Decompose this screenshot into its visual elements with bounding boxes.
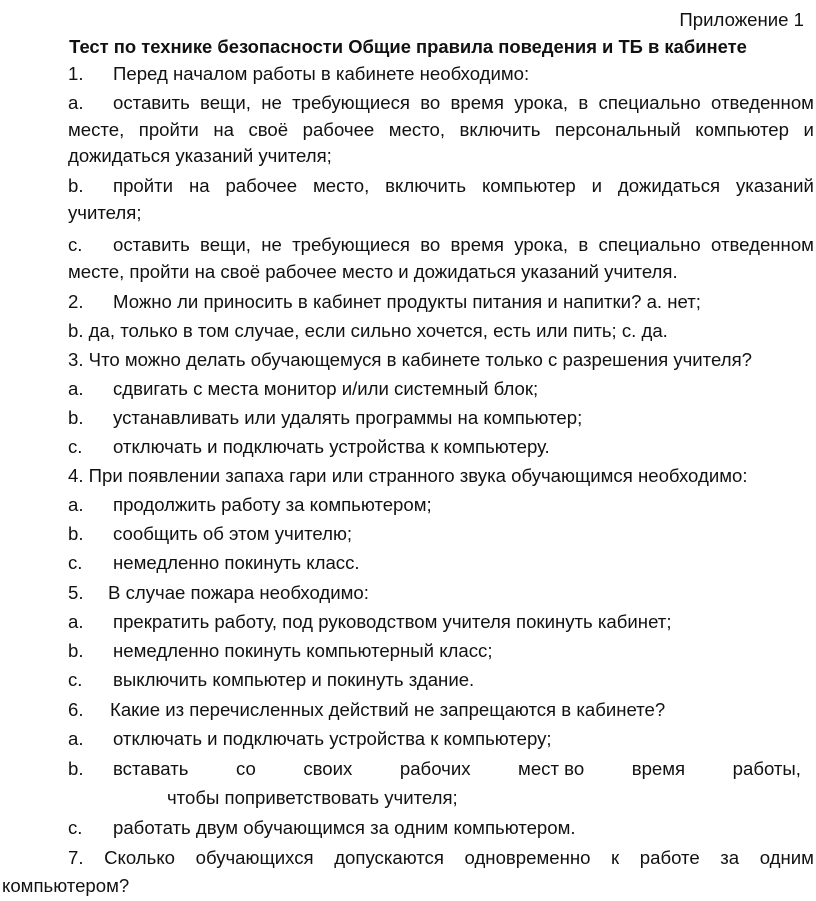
word: требующиеся [292,234,410,255]
word: персональный [554,119,681,140]
question-text: Можно ли приносить в кабинет продукты питания и напитки? a. нет; [113,291,701,312]
word: время [450,92,504,113]
word: требующиеся [292,92,410,113]
word: в [578,92,589,113]
question-number: 1. [68,63,84,84]
option-label: c. [68,817,83,838]
q1-option-c-line2: месте, пройти на своё рабочее место и дожидаться указаний учителя. [68,261,678,282]
option-label: a. [68,92,84,113]
word: не [261,92,282,113]
option-text: сдвигать с места монитор и/или системный блок; [113,378,539,399]
word: мест во [518,758,585,779]
q2-line2: b. да, только в том случае, если сильно хочется, есть или пить; c. да. [68,320,668,341]
word: и [591,175,603,196]
option-text: устанавливать или удалять программы на компьютер; [113,407,583,428]
option-text: немедленно покинуть компьютерный класс; [113,640,493,661]
word: на [188,175,210,196]
word: во [420,234,441,255]
word: вставать [113,758,189,779]
word: компьютер [695,119,789,140]
word: за [720,847,740,868]
q1-option-a-line2 [68,116,814,143]
question-text: Перед началом работы в кабинете необходимо: [113,63,530,84]
word: время [450,234,504,255]
word: месте, [68,119,125,140]
word: работы, [732,758,801,779]
option-text: отключать и подключать устройства к компьютеру; [113,728,552,749]
option-text: отключать и подключать устройства к компьютеру. [113,436,550,457]
word: вещи, [200,92,251,113]
option-label: c. [68,436,83,457]
word: Сколько [104,847,176,868]
word: место, [388,119,446,140]
word: время [631,758,686,779]
word: своё [248,119,289,140]
question-3: 3. Что можно делать обучающемуся в кабинете только с разрешения учителя? [68,349,752,370]
option-label: b. [68,758,84,779]
word: специально [598,234,701,255]
option-text-cont: чтобы поприветствовать учителя; [167,787,458,808]
word: во [420,92,441,113]
question-number: 6. [68,699,84,720]
word: допускаются [334,847,444,868]
word: оставить [113,234,190,255]
word: обучающихся [195,847,314,868]
word: специально [598,92,701,113]
question-7-line2: компьютером? [2,875,130,896]
word: вещи, [200,234,251,255]
word: отведенном [711,234,814,255]
word: оставить [113,92,190,113]
option-label: a. [68,611,84,632]
word: урока, [514,234,569,255]
word: компьютер [481,175,576,196]
word: включить [385,175,467,196]
option-text: немедленно покинуть класс. [113,552,360,573]
question-text: Какие из перечисленных действий не запрещаются в кабинете? [110,699,666,720]
question-4: 4. При появлении запаха гари или странного звука обучающимся необходимо: [68,465,748,486]
option-label: a. [68,378,84,399]
word: работе [639,847,700,868]
word: указаний [736,175,814,196]
option-label: a. [68,728,84,749]
word: на [213,119,234,140]
option-text: прекратить работу, под руководством учителя покинуть кабинет; [113,611,672,632]
word: рабочее [302,119,375,140]
word: к [611,847,620,868]
word: отведенном [711,92,814,113]
word: и [803,119,814,140]
option-label: c. [68,234,83,255]
word: урока, [514,92,569,113]
option-text: работать двум обучающимся за одним компьютером. [113,817,576,838]
question-number: 5. [68,582,84,603]
word: рабочее [225,175,298,196]
option-text [113,172,814,199]
option-text [113,89,814,116]
option-label: b. [68,523,84,544]
question-number: 2. [68,291,84,312]
option-text: продолжить работу за компьютером; [113,494,432,515]
question-7-line1 [68,844,814,871]
option-text: выключить компьютер и покинуть здание. [113,669,475,690]
option-text: сообщить об этом учителю; [113,523,353,544]
option-label: a. [68,494,84,515]
appendix-label: Приложение 1 [679,9,804,30]
q1-option-a-line3: дожидаться указаний учителя; [68,145,332,166]
question-text: В случае пожара необходимо: [108,582,369,603]
word: одновременно [464,847,591,868]
word: пройти [138,119,199,140]
word: не [261,234,282,255]
option-label: b. [68,640,84,661]
word: включить [459,119,541,140]
word: 7. [68,847,84,868]
word: своих [303,758,353,779]
page-title: Тест по технике безопасности Общие правила поведения и ТБ в кабинете [69,36,747,57]
word: пройти [113,175,174,196]
option-text [113,755,801,782]
word: дожидаться [617,175,721,196]
word: рабочих [399,758,471,779]
option-label: c. [68,669,83,690]
word: со [235,758,256,779]
q1-option-b-line2: учителя; [68,202,142,223]
option-label: b. [68,175,84,196]
option-label: b. [68,407,84,428]
option-label: c. [68,552,83,573]
word: в [578,234,589,255]
option-text [113,231,814,258]
word: место, [313,175,370,196]
word: одним [759,847,814,868]
